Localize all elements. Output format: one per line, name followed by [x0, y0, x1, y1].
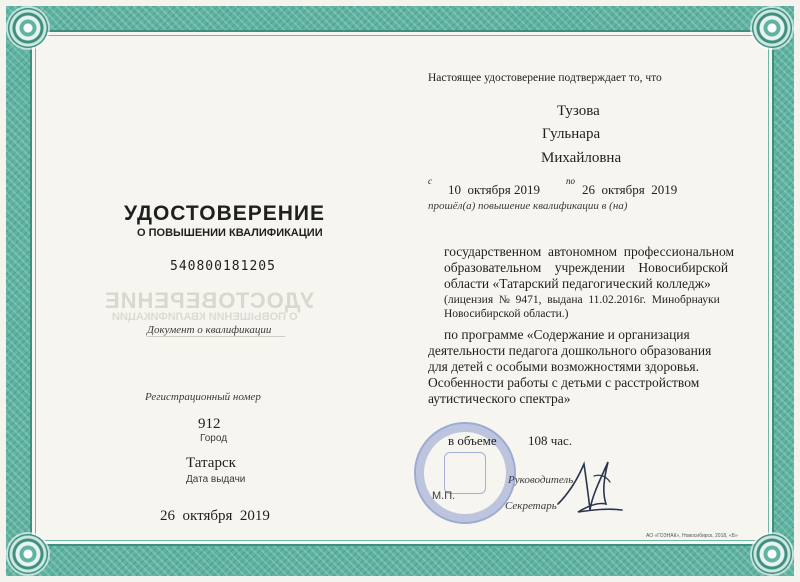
bleed-through-title: УДОСТОВЕРЕНИЕ [104, 288, 314, 313]
program-line: по программе «Содержание и организация [444, 327, 690, 342]
registration-number: 912 [198, 416, 221, 432]
institution-block [444, 244, 740, 292]
corner-rosette-bottom-left [8, 534, 48, 574]
handwritten-signature [548, 452, 628, 522]
program-line: деятельности педагога дошкольного образования [428, 343, 712, 358]
seal-emblem [444, 452, 486, 494]
corner-rosette-top-right [752, 8, 792, 48]
program-line: Особенности работы с детьми с расстройством [428, 375, 700, 390]
printer-note: АО «ГОЗНАК», Новосибирск, 2018, «Б» [646, 533, 738, 539]
to-label: по [566, 176, 575, 186]
city-value: Татарск [186, 455, 236, 471]
program-line: для детей с особыми возможностями здоровья. [428, 359, 699, 374]
document-type: Документ о квалификации [147, 324, 285, 337]
volume-value: 108 час. [528, 433, 573, 448]
institution-line: области «Татарский педагогический колледж» [444, 276, 711, 291]
license-line: (лицензия № 9471, выдана 11.02.2016г. Минобрнауки [444, 294, 720, 306]
from-label: с [428, 176, 432, 186]
first-name: Гульнара [542, 126, 601, 142]
institution-line: государственном автономном профессиональном [444, 244, 735, 259]
license-block [444, 293, 740, 321]
patronymic: Михайловна [541, 150, 622, 166]
head-label: Руководитель [508, 474, 574, 486]
issue-date: 26 октября 2019 [160, 508, 270, 524]
license-line: Новосибирской области.) [444, 308, 569, 320]
city-label: Город [200, 433, 228, 444]
bleed-through-subtitle: О ПОВЫШЕНИИ КВАЛИФИКАЦИИ [112, 311, 298, 323]
serial-number: 540800181205 [170, 259, 276, 274]
issue-date-label: Дата выдачи [186, 474, 246, 485]
certificate-title: УДОСТОВЕРЕНИЕ [124, 202, 326, 225]
surname: Тузова [557, 103, 600, 119]
passed-qualification-label: прошёл(а) повышение квалификации в (на) [428, 200, 628, 212]
program-line: аутистического спектра» [428, 391, 571, 406]
intro-text: Настоящее удостоверение подтверждает то, что [428, 72, 662, 84]
corner-rosette-top-left [8, 8, 48, 48]
to-date: 26 октября 2019 [582, 182, 678, 197]
institution-line: образовательном учреждении Новосибирской [444, 260, 729, 275]
certificate-subtitle: О ПОВЫШЕНИИ КВАЛИФИКАЦИИ [137, 227, 323, 239]
seal-place-label: М.П. [432, 490, 456, 502]
corner-rosette-bottom-right [752, 534, 792, 574]
program-block [428, 327, 728, 407]
volume-label: в объеме [448, 433, 497, 448]
from-date: 10 октября 2019 [448, 182, 540, 197]
registration-label: Регистрационный номер [145, 391, 261, 403]
secretary-label: Секретарь [505, 500, 557, 512]
